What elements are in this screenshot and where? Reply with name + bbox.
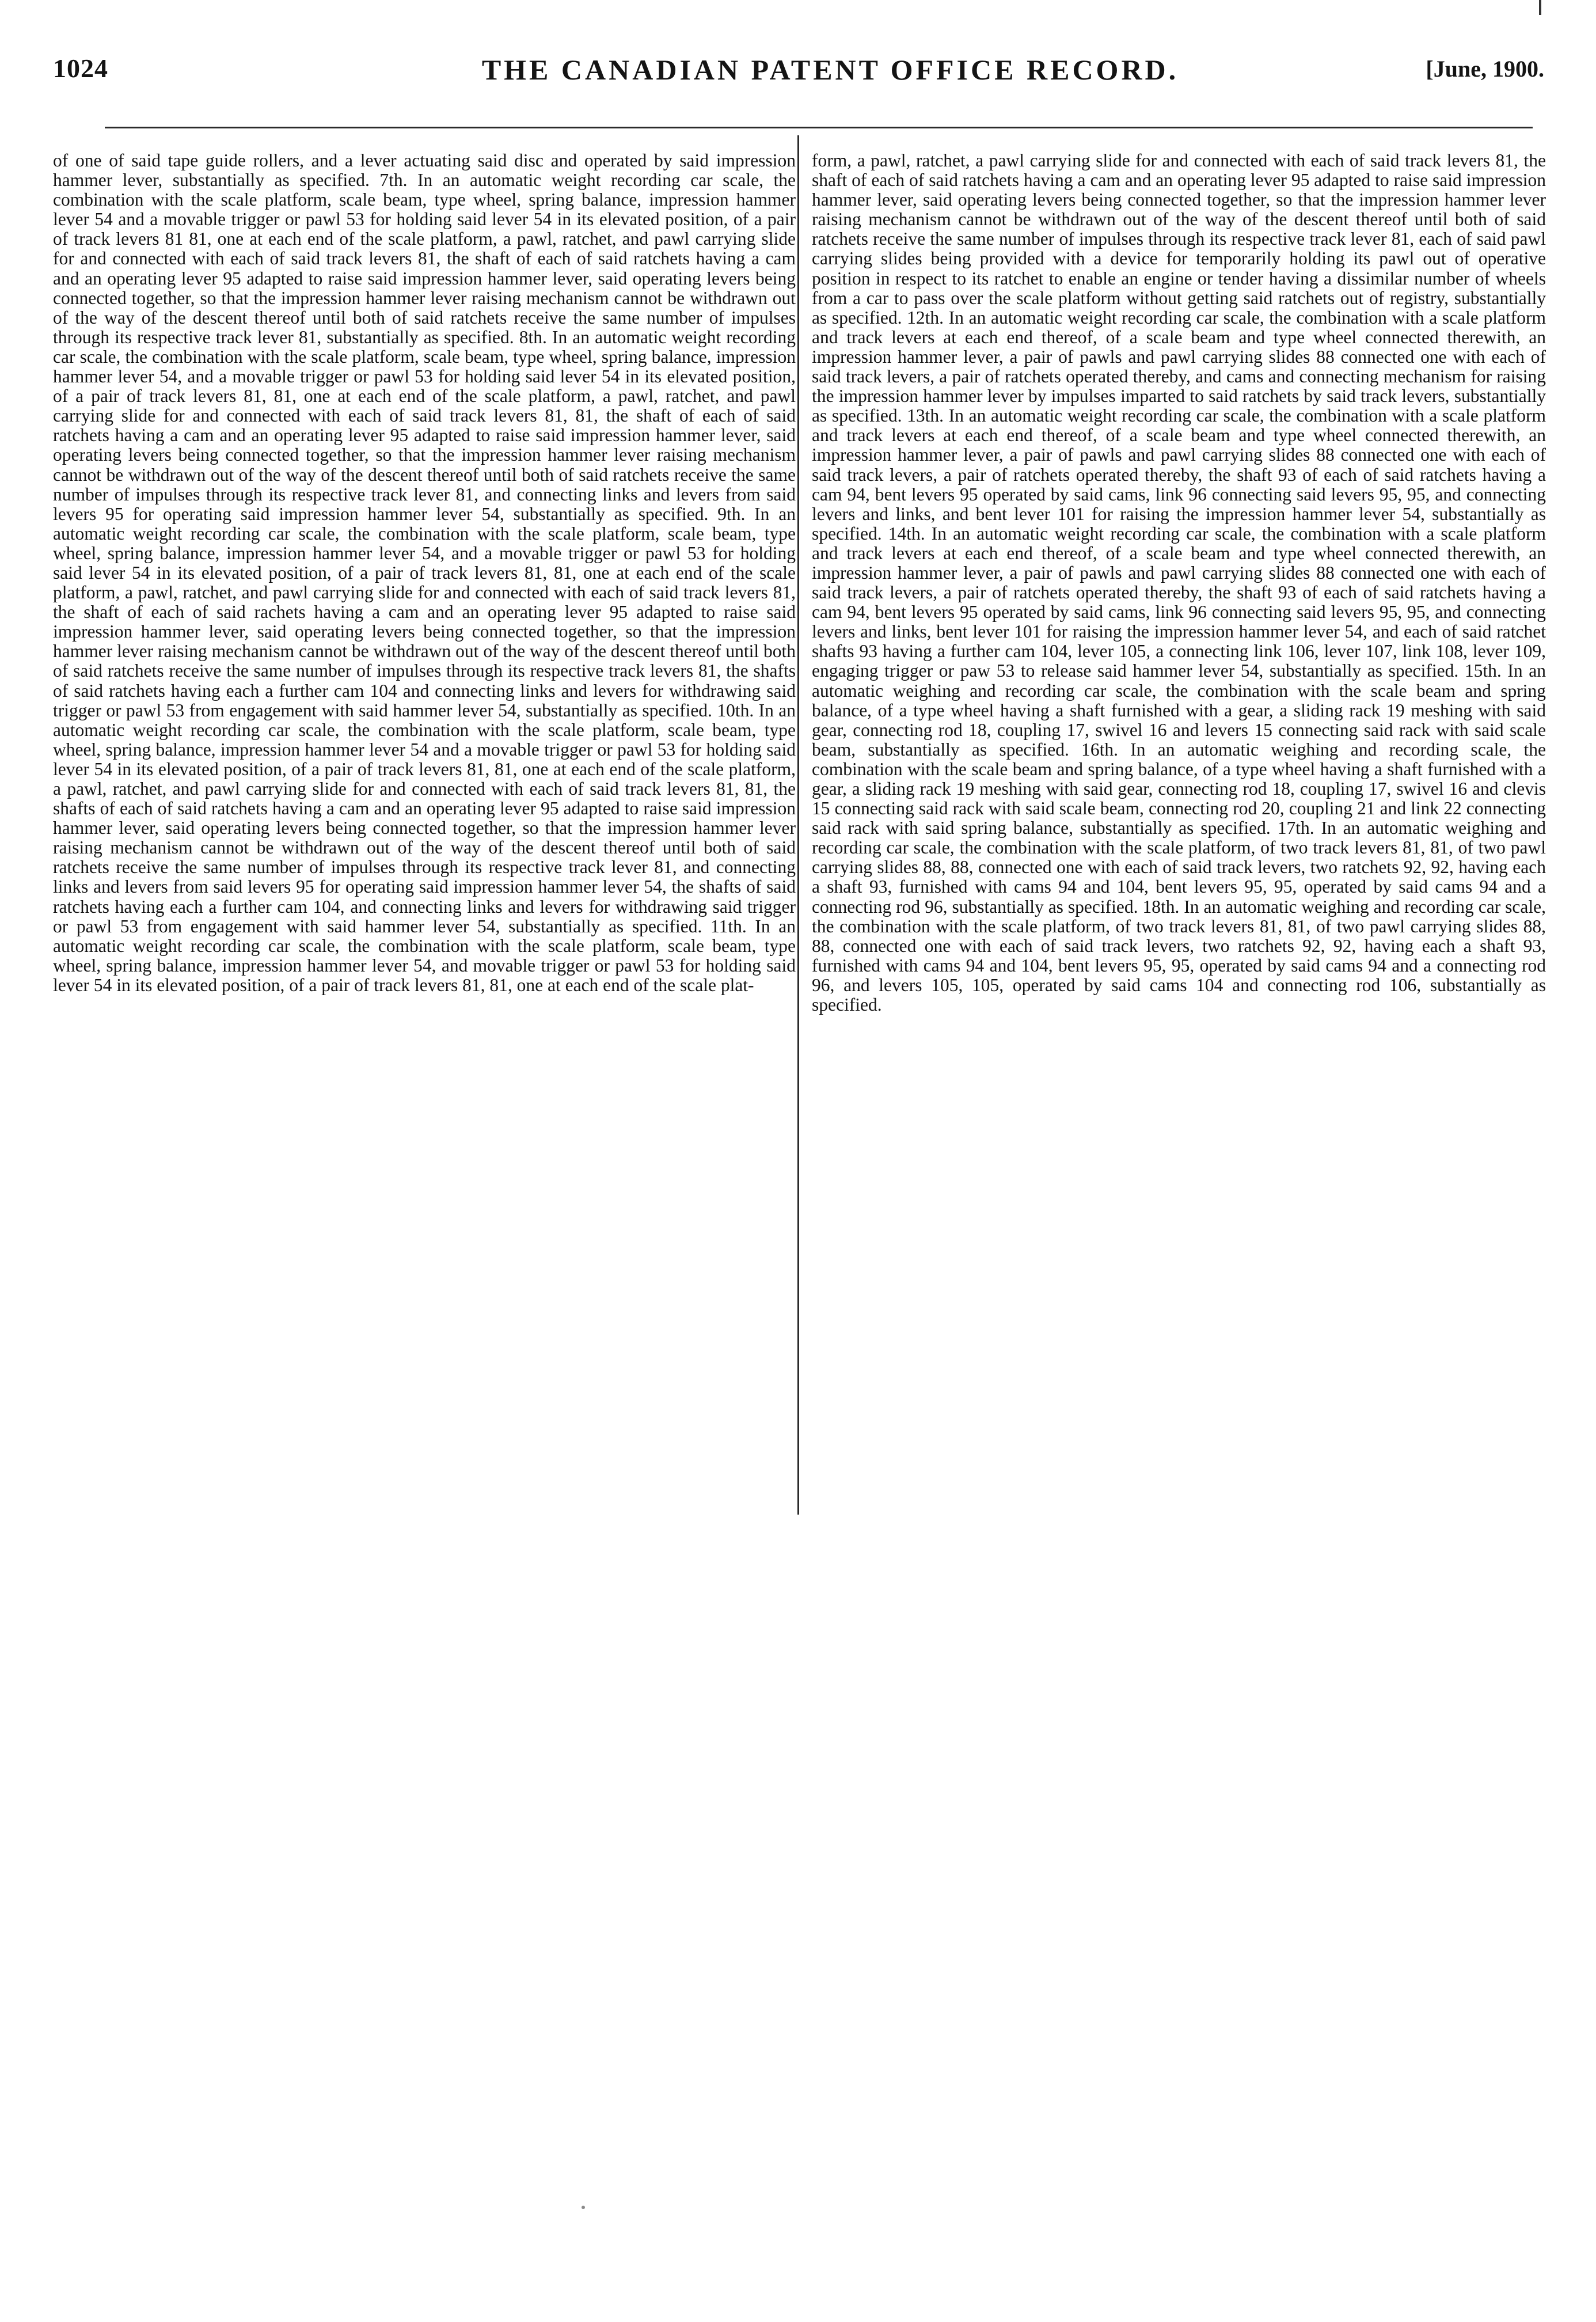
issue-date: [June, 1900. xyxy=(1426,56,1544,82)
left-column-text: of one of said tape guide rollers, and a lever actuating said disc and operated by said impression hammer lever, substantially as specified. 7th. In an automatic weight recording car scale, the combination with the scale platform, scale beam, type wheel, spring balance, impression hammer lever 54 and a movable trigger or pawl 53 for holding said lever 54 in its elevated position, of a pair of track levers 81 81, one at each end of the scale platform, a pawl, ratchet, and pawl carrying slide for and connected with each of said track levers 81, the shaft of each of said ratchets having a cam and an operating lever 95 adapted to raise said impression hammer lever, said operating levers being connected together, so that the impression hammer lever raising mechanism cannot be withdrawn out of the way of the descent thereof until both of said ratchets receive the same number of impulses through its respective track lever 81, substantially as specified. 8th. In an automatic weight recording car scale, the combination with the scale platform, scale beam, type wheel, spring balance, impression hammer lever 54, and a movable trigger or pawl 53 for holding said lever 54 in its elevated position, of a pair of track levers 81, 81, one at each end of the scale platform, a pawl, ratchet, and pawl carrying slide for and connected with each of said track levers 81, 81, the shaft of each of said ratchets having a cam and an operating lever 95 adapted to raise said impression hammer lever, said operating levers being connected together, so that the impression hammer lever raising mechanism cannot be withdrawn out of the way of the descent thereof until both of said ratchets receive the same number of impulses through its respective track lever 81, and connecting links and levers from said levers 95 for operating said impression hammer lever 54, substantially as specified. 9th. In an automatic weight recording car scale, the combination with the scale platform, scale beam, type wheel, spring balance, impression hammer lever 54, and a movable trigger or pawl 53 for holding said lever 54 in its elevated position, of a pair of track levers 81, 81, one at each end of the scale platform, a pawl, ratchet, and pawl carrying slide for and connected with each of said track levers 81, the shaft of each of said rachets having a cam and an operating lever 95 adapted to raise said impression hammer lever, said operating levers being connected together, so that the impression hammer lever raising mechanism cannot be withdrawn out of the way of the descent thereof until both of said ratchets receive the same number of impulses through its respective track levers 81, the shafts of said ratchets having each a further cam 104 and connecting links and levers for withdrawing said trigger or pawl 53 from engagement with said hammer lever 54, substantially as specified. 10th. In an automatic weight recording car scale, the combination with the scale platform, scale beam, type wheel, spring balance, impression hammer lever 54 and a movable trigger or pawl 53 for holding said lever 54 in its elevated position, of a pair of track levers 81, 81, one at each end of the scale platform, a pawl, ratchet, and pawl carrying slide for and connected with each of said track levers 81, 81, the shafts of each of said ratchets having a cam and an operating lever 95 adapted to raise said impression hammer lever, said operating levers being connected together, so that the impression hammer lever raising mechanism cannot be withdrawn out of the way of the descent thereof until both of said ratchets receive the same number of impulses through its respective track lever 81, and connecting links and levers from said levers 95 for operating said impression hammer lever 54, the shafts of said ratchets having each a further cam 104, and connecting links and levers for withdrawing said trigger or pawl 53 from engagement with said hammer lever 54, substantially as specified. 11th. In an automatic weight recording car scale, the combination with the scale platform, scale beam, type wheel, spring balance, impression hammer lever 54, and movable trigger or pawl 53 for holding said lever 54 in its elevated position, of a pair of track levers 81, 81, one at each end of the scale plat- xyxy=(53,150,796,995)
left-column xyxy=(53,151,796,995)
header-rule xyxy=(105,127,1533,128)
publication-title: THE CANADIAN PATENT OFFICE RECORD. xyxy=(481,54,1179,86)
column-divider xyxy=(797,135,799,1515)
page-header xyxy=(53,53,1544,105)
page-number: 1024 xyxy=(53,54,108,83)
scan-speck xyxy=(582,2206,585,2209)
right-column xyxy=(812,151,1546,1015)
right-column-text: form, a pawl, ratchet, a pawl carrying slide for and connected with each of said track levers 81, the shaft of each of said ratchets having a cam and an operating lever 95 adapted to raise said impression hammer lever, said operating levers being connected together, so that the impression hammer lever raising mechanism cannot be withdrawn out of the way of the descent thereof until both of said ratchets receive the same number of impulses through its respective track lever 81, each of said pawl carrying slides being provided with a device for temporarily holding its pawl out of operative position in respect to its ratchet to enable an engine or tender having a dissimilar number of wheels from a car to pass over the scale platform without getting said ratchets out of registry, substantially as specified. 12th. In an automatic weight recording car scale, the combination with a scale platform and track levers at each end thereof, of a scale beam and type wheel connected therewith, an impression hammer lever, a pair of pawls and pawl carrying slides 88 connected one with each of said track levers, a pair of ratchets operated thereby, and cams and connecting mechanism for raising the impression hammer lever by impulses imparted to said ratchets by said track levers, substantially as specified. 13th. In an automatic weight recording car scale, the combination with a scale platform and track levers at each end thereof, of a scale beam and type wheel connected therewith, an impression hammer lever, a pair of pawls and pawl carrying slides 88 connected one with each of said track levers, a pair of ratchets operated thereby, the shaft 93 of each of said ratchets having a cam 94, bent levers 95 operated by said cams, link 96 connecting said levers 95, 95, and connecting levers and links, and bent lever 101 for raising the impression hammer lever 54, substantially as specified. 14th. In an automatic weight recording car scale, the combination with a scale platform and track levers at each end thereof, of a scale beam and type wheel connected therewith, an impression hammer lever, a pair of pawls and pawl carrying slides 88 connected one with each of said track levers, a pair of ratchets operated thereby, the shaft 93 of each of said ratchets having a cam 94, bent levers 95 operated by said cams, link 96 connecting said levers 95, 95, and connecting levers and links, bent lever 101 for raising the impression hammer lever 54, and each of said ratchet shafts 93 having a further cam 104, lever 105, a connecting link 106, lever 107, link 108, lever 109, engaging trigger or paw 53 to release said hammer lever 54, substantially as specified. 15th. In an automatic weighing and recording car scale, the combination with the scale beam and spring balance, of a type wheel having a shaft furnished with a gear, a sliding rack 19 meshing with said gear, connecting rod 18, coupling 17, swivel 16 and levers 15 connecting said rack with said scale beam, substantially as specified. 16th. In an automatic weighing and recording scale, the combination with the scale beam and spring balance, of a type wheel having a shaft furnished with a gear, a sliding rack 19 meshing with said gear, connecting rod 18, coupling 17, swivel 16 and clevis 15 connecting said rack with said scale beam, connecting rod 20, coupling 21 and link 22 connecting said rack with said spring balance, substantially as specified. 17th. In an automatic weighing and recording car scale, the combination with the scale platform, of two track levers 81, 81, of two pawl carrying slides 88, 88, connected one with each of said track levers, two ratchets 92, 92, having each a shaft 93, furnished with cams 94 and 104, bent levers 95, 95, operated by said cams 94 and a connecting rod 96, substantially as specified. 18th. In an automatic weighing and recording car scale, the combination with the scale platform, of two track levers 81, 81, of two pawl carrying slides 88, 88, connected one with each of said track levers, two ratchets 92, 92, having each a shaft 93, furnished with cams 94 and 104, bent levers 95, 95, operated by said cams 94 and a connecting rod 96, and levers 105, 105, operated by said cams 104 and connecting rod 106, substantially as specified. xyxy=(812,150,1546,1015)
scan-edge-mark xyxy=(1539,0,1541,15)
